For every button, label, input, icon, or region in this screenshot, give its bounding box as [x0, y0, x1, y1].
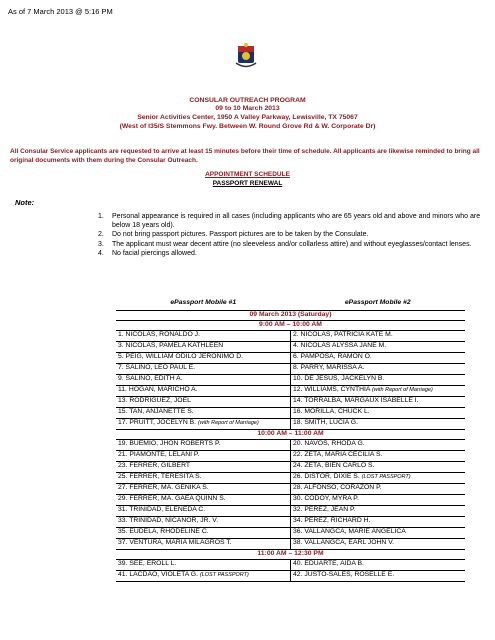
table-row [116, 484, 465, 495]
program-venue: Senior Activities Center, 1950 A Valley Parkway, Lewisville, TX 75067 [137, 114, 358, 121]
table-row [116, 571, 465, 582]
applicant-cell: 19. BUEMIO, JHON ROBERTS P. [116, 440, 291, 451]
table-row [116, 473, 465, 484]
applicant-cell: 4. NICOLAS ALYSSA JANE M. [291, 342, 466, 353]
applicant-cell: 26. DISTOR, DIXIE S. (LOST PASSPORT) [291, 473, 466, 484]
applicant-cell: 17. PRUITT, JOCELYN B. (with Report of Marriage) [116, 419, 291, 430]
table-row [116, 353, 465, 364]
applicant-cell: 10. DE JESUS, JACKELYN B. [291, 375, 466, 386]
table-row [116, 408, 465, 419]
applicant-cell: 30. CODOY, MYRA P. [291, 495, 466, 506]
rule-item: 1. Personal appearance is required in all cases (including applicants who are 65 years old and above and minors who are below 18 years old). [98, 213, 481, 229]
applicant-cell: 24. ZETA, BIEN CARLO S. [291, 462, 466, 473]
table-row [116, 506, 465, 517]
table-row [116, 419, 465, 430]
applicant-cell: 5. PEIG, WILLIAM ODILO JERONIMO D. [116, 353, 291, 364]
applicant-cell: 28. ALFONSO, CORAZON P. [291, 484, 466, 495]
applicant-cell: 39. SEE, EROLL L. [116, 560, 291, 571]
time-slot-header: 9:00 AM – 10:00 AM [116, 321, 465, 331]
table-row [116, 517, 465, 528]
table-row [116, 364, 465, 375]
applicant-cell: 37. VENTURA, MARIA MILAGROS T. [116, 539, 291, 550]
applicant-cell: 38. VALLANGCA, EARL JOHN V. [291, 539, 466, 550]
applicant-cell: 21. PIAMONTE, LELANI P. [116, 451, 291, 462]
applicant-cell: 14. TORRALBA, MARGAUX ISABELLE I. [291, 397, 466, 408]
appointment-table [116, 299, 465, 582]
applicant-cell: 18. SMITH, LUCIA G. [291, 419, 466, 430]
applicant-cell: 40. EDUARTE, AIDA B. [291, 560, 466, 571]
rules-list [98, 213, 482, 260]
applicant-cell: 16. MORILLA, CHUCK L. [291, 408, 466, 419]
program-title: CONSULAR OUTREACH PROGRAM [189, 97, 306, 104]
applicant-cell: 8. PARRY, MARISSA A. [291, 364, 466, 375]
table-row [116, 397, 465, 408]
applicant-cell: 15. TAN, ANJANETTE S. [116, 408, 291, 419]
consulate-seal-icon [234, 43, 258, 69]
table-row [116, 342, 465, 353]
applicant-cell: 12. WILLIAMS, CYNTHIA (with Report of Marriage) [291, 386, 466, 397]
table-row [116, 386, 465, 397]
applicant-cell: 6. PAMPOSA, RAMON O. [291, 353, 466, 364]
arrival-notice: All Consular Service applicants are requested to arrive at least 15 minutes before their time of schedule. All applicants are likewise reminded to bring all original documents with them during the Consular Outreach. [10, 148, 480, 164]
page-stamp: As of 7 March 2013 @ 5:16 PM [8, 7, 113, 16]
applicant-cell: 3. NICOLAS, PAMELA KATHLEEN [116, 342, 291, 353]
rule-item: 2. Do not bring passport pictures. Passport pictures are to be taken by the Consulate. [98, 231, 369, 238]
program-directions: (West of I35/S Stemmons Fwy. Between W. Round Grove Rd & W. Corporate Dr) [119, 123, 376, 130]
schedule-date: 09 March 2013 (Saturday) [116, 311, 465, 321]
time-slot-header: 11:00 AM – 12:30 PM [116, 550, 465, 560]
table-row [116, 539, 465, 550]
table-row [116, 375, 465, 386]
time-slot-header: 10:00 AM – 11:00 AM [116, 430, 465, 440]
column-header-mobile-2: ePassport Mobile #2 [344, 299, 411, 306]
applicant-cell: 29. FERRER, MA. GAEA QUINN S. [116, 495, 291, 506]
applicant-cell: 42. JUSTO-SALES, ROSELLE E. [291, 571, 466, 582]
applicant-cell: 11. HOGAN, MARICHO A. [116, 386, 291, 397]
schedule-subtitle: PASSPORT RENEWAL [212, 180, 283, 187]
rule-item: 4. No facial piercings allowed. [98, 250, 197, 257]
table-row [116, 440, 465, 451]
applicant-cell: 41. LACDAO, VIOLETA G. (LOST PASSPORT) [116, 571, 291, 582]
applicant-cell: 36. VALLANGCA, MARIE ANGELICA [291, 528, 466, 539]
table-row [116, 528, 465, 539]
applicant-cell: 2. NICOLAS, PATRICIA KATE M. [291, 331, 466, 342]
column-header-mobile-1: ePassport Mobile #1 [170, 299, 237, 306]
applicant-cell: 9. SALINO, EDITH A. [116, 375, 291, 386]
table-row [116, 331, 465, 342]
applicant-cell: 22. ZETA, MARIA CECILIA S. [291, 451, 466, 462]
applicant-cell: 23. FERRER, GILBERT [116, 462, 291, 473]
applicant-cell: 1. NICOLAS, RONALDO J. [116, 331, 291, 342]
applicant-cell: 20. NAVOS, RHODA G. [291, 440, 466, 451]
note-label: Note: [15, 198, 35, 207]
program-dates: 09 to 10 March 2013 [215, 105, 280, 112]
table-row [116, 560, 465, 571]
applicant-cell: 13. RODRIGUEZ, JOEL [116, 397, 291, 408]
table-row [116, 495, 465, 506]
applicant-cell: 35. EUDELA, RHODELINE C. [116, 528, 291, 539]
applicant-cell: 25. FERRER, TERESITA S. [116, 473, 291, 484]
table-row [116, 451, 465, 462]
table-row [116, 462, 465, 473]
rule-item: 3. The applicant must wear decent attire (no sleeveless and/or collarless attire) and without eyeglasses/contact lenses. [98, 240, 472, 248]
applicant-cell: 27. FERRER, MA. GENIKA S. [116, 484, 291, 495]
applicant-cell: 32. PEREZ, JEAN P. [291, 506, 466, 517]
applicant-cell: 34. PEREZ, RICHARD H. [291, 517, 466, 528]
applicant-cell: 7. SALINO, LEO PAUL E. [116, 364, 291, 375]
applicant-cell: 33. TRINIDAD, NICANOR, JR. V. [116, 517, 291, 528]
schedule-title: APPOINTMENT SCHEDULE [205, 171, 290, 178]
applicant-cell: 31. TRINIDAD, ELENEDA C. [116, 506, 291, 517]
